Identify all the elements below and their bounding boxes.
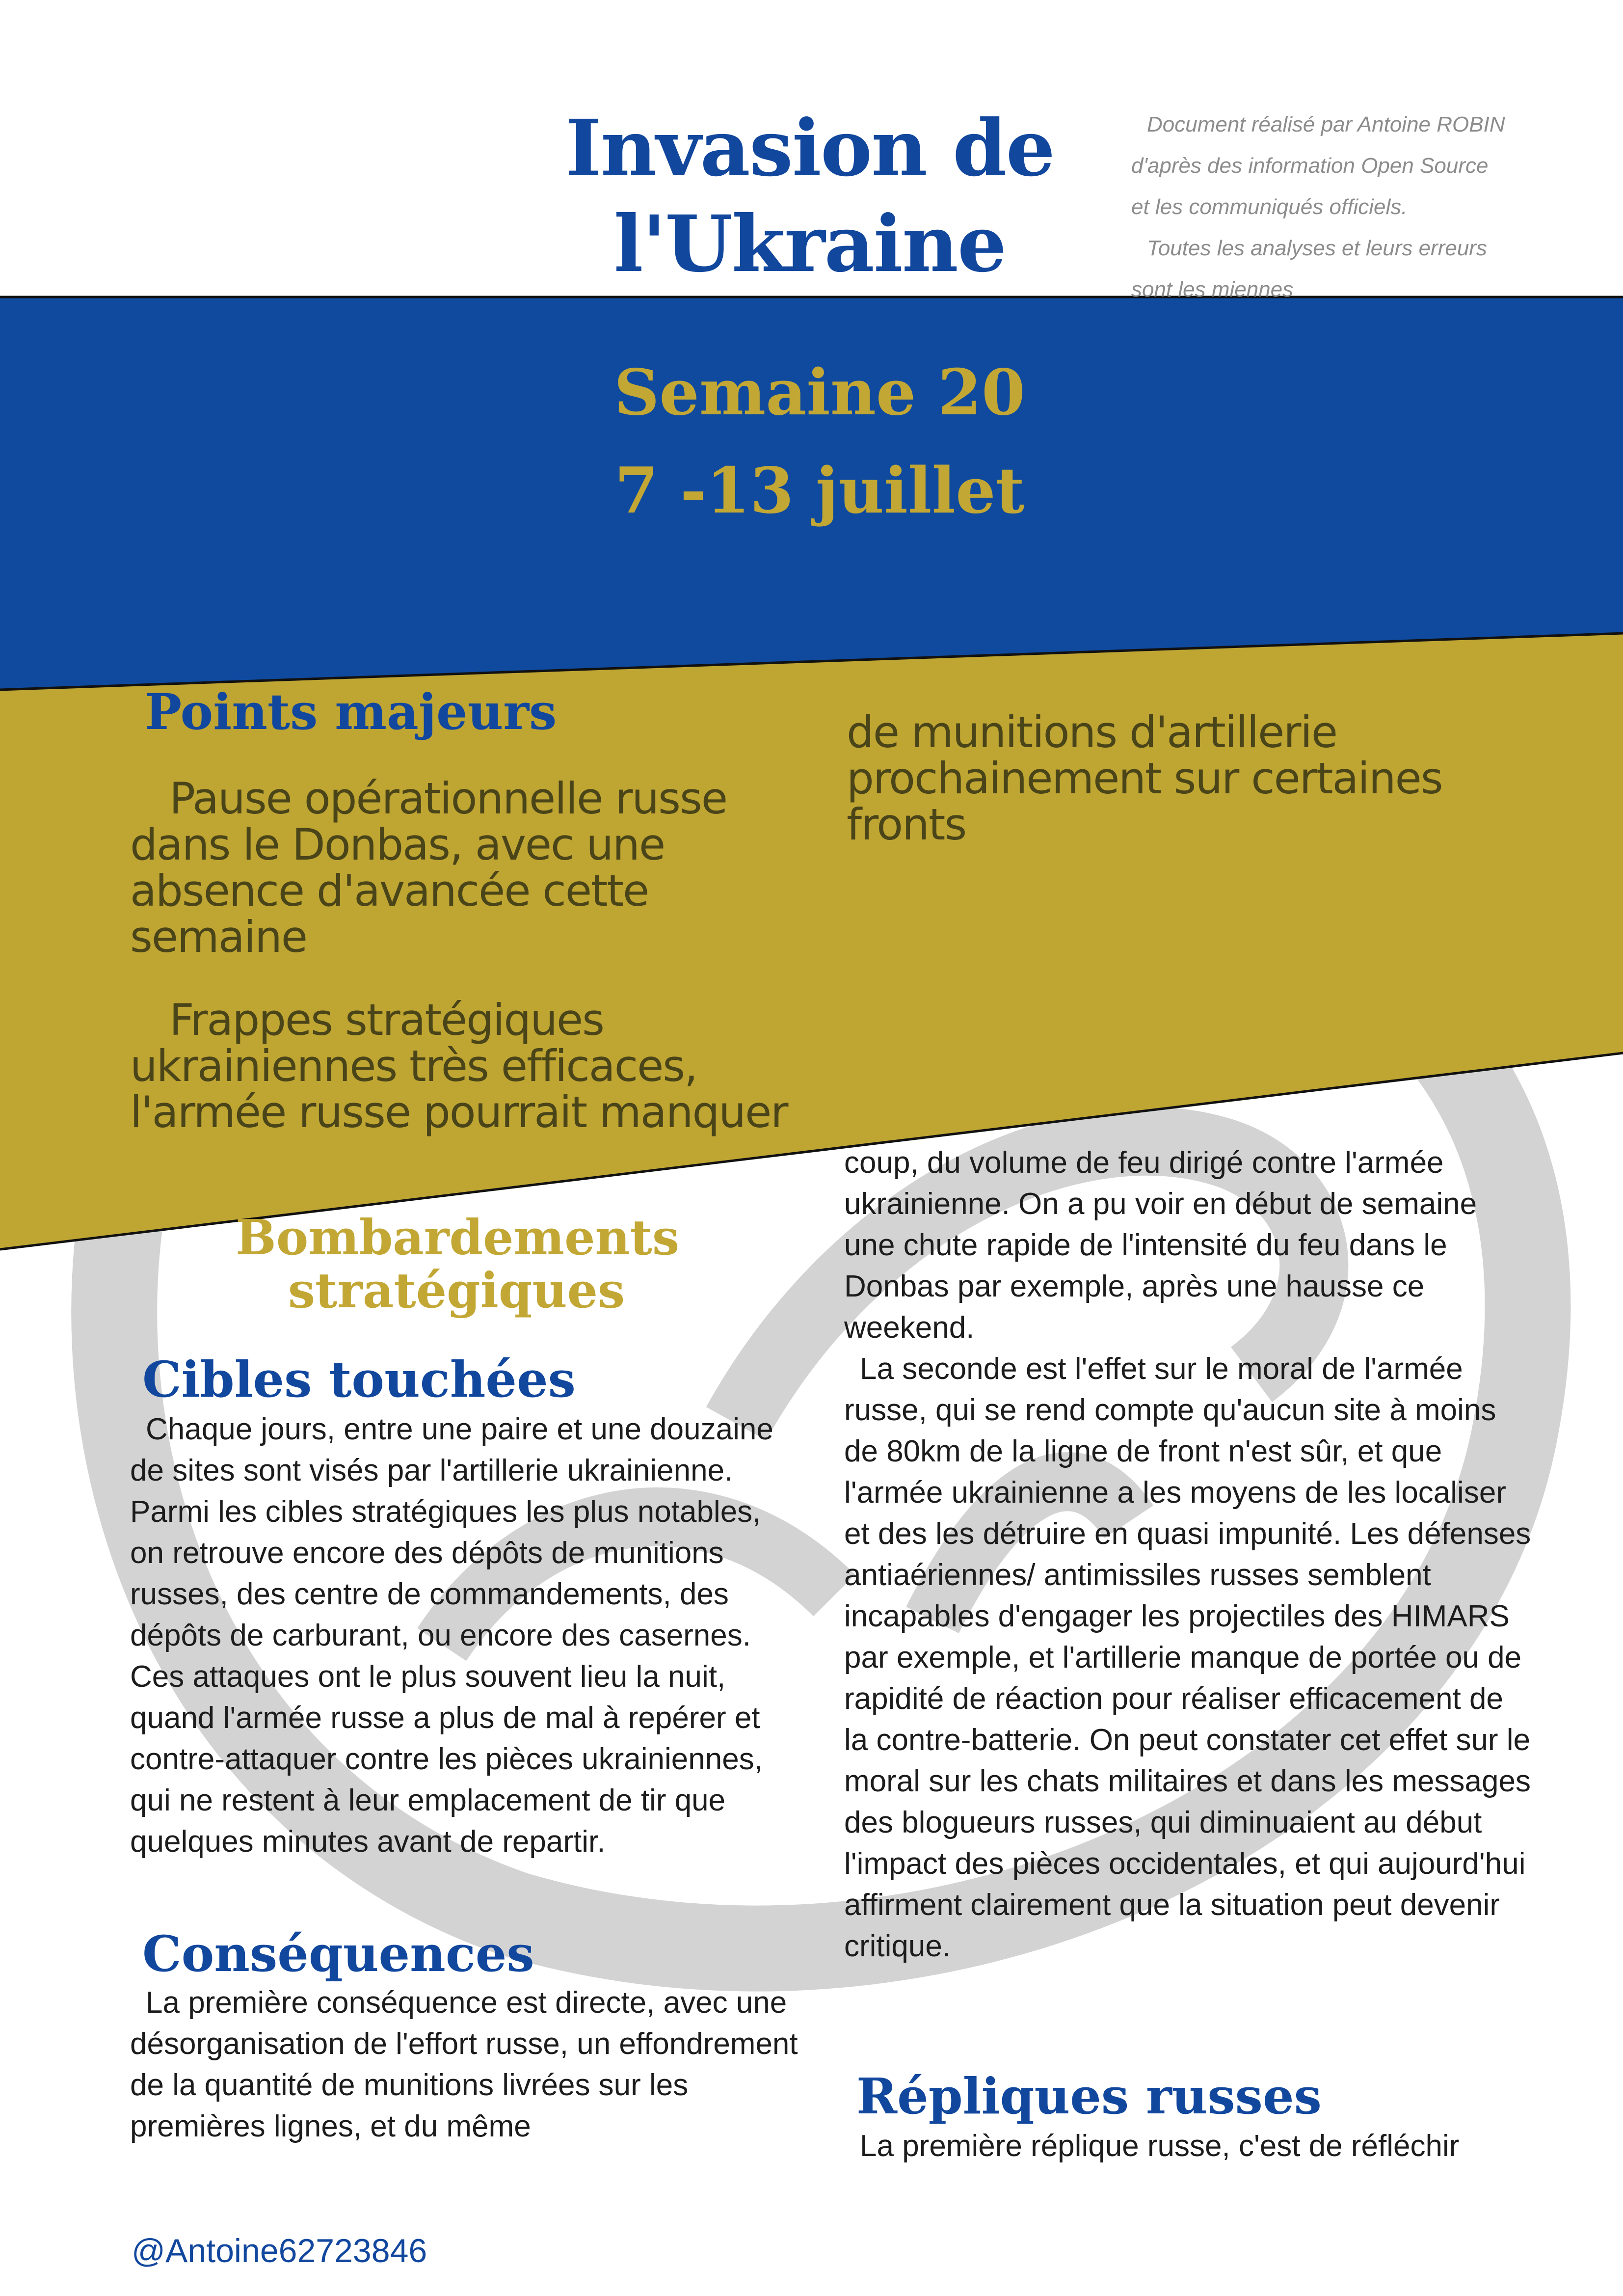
credit-line: Document réalisé par Antoine ROBIN [1147, 112, 1505, 136]
credit-line: Toutes les analyses et leurs erreurs [1147, 236, 1487, 260]
author-credits [1131, 104, 1573, 310]
week-banner [491, 344, 1148, 540]
right-paragraph-2 [844, 1349, 1531, 1967]
right-paragraph-1: coup, du volume de feu dirigé contre l'armée ukrainienne. On a pu voir en début de semaine une chute rapide de l'intensité du feu dans le Donbas par exemple, après une hausse ce weekend. [844, 1146, 1477, 1345]
cibles-text: Chaque jours, entre une paire et une douzaine de sites sont visés par l'artillerie ukrainienne. Parmi les cibles stratégiques les plus notables, on retrouve encore des dépôts de munitions russes, des centre de commandements, des dépôts de carburant, ou encore des casernes. Ces attaques ont le plus souvent lieu la nuit, quand l'armée russe a plus de mal à repérer et contre-attaquer contre les pièces ukrainiennes, qui ne restent à leur emplacement de tir que quelques minutes avant de repartir. [130, 1412, 773, 1859]
title-line-2: l'Ukraine [613, 199, 1006, 290]
consequences-heading: Conséquences [142, 1925, 534, 1983]
right-column [844, 1142, 1531, 1967]
key-point-2 [130, 997, 817, 1135]
key-point-1 [130, 773, 817, 962]
author-handle: @Antoine62723846 [132, 2232, 427, 2269]
bombardements-heading-line-1: Bombardements [236, 1210, 680, 1266]
points-majeurs-left [130, 773, 817, 1137]
consequences-paragraph [130, 1982, 802, 2147]
points-majeurs-right [847, 709, 1558, 848]
repliques-text: La première réplique russe, c'est de réfléchir [860, 2129, 1460, 2163]
repliques-paragraph [844, 2126, 1531, 2167]
credit-line: sont les miennes [1131, 277, 1294, 301]
week-dates: 7 -13 juillet [614, 454, 1025, 528]
key-point-1-text: Pause opérationnelle russe dans le Donbas, avec une absence d'avancée cette semaine [130, 773, 727, 962]
bombardements-heading-line-2: stratégiques [288, 1263, 625, 1319]
consequences-section [130, 1982, 802, 2147]
consequences-text: La première conséquence est directe, avec une désorganisation de l'effort russe, un effondrement de la quantité de munitions livrées sur les premières lignes, et du même [130, 1986, 798, 2143]
credit-line: d'après des information Open Source [1131, 154, 1489, 178]
week-number: Semaine 20 [613, 356, 1026, 430]
bombardements-heading [236, 1210, 680, 1319]
cibles-paragraph [130, 1409, 802, 1863]
key-point-2-text: Frappes stratégiques ukrainiennes très efficaces, l'armée russe pourrait manquer [130, 995, 788, 1137]
repliques-heading: Répliques russes [856, 2067, 1322, 2125]
cibles-heading: Cibles touchées [142, 1351, 576, 1408]
cibles-section [130, 1409, 802, 1863]
page-title [515, 101, 1104, 292]
credit-line: et les communiqués officiels. [1131, 195, 1408, 219]
repliques-section [844, 2126, 1531, 2167]
right-paragraph-2-text: La seconde est l'effet sur le moral de l'armée russe, qui se rend compte qu'aucun site à moins de 80km de la ligne de front n'est sûr, et que l'armée ukrainienne a les moyens de les localiser et des les détruire en quasi impunité. Les défenses antiaériennes/ antimissiles russes semblent incapables d'engager les projectiles des HIMARS par exemple, et l'artillerie manque de portée ou de rapidité de réaction pour réaliser efficacement de la contre-batterie. On peut constater cet effet sur le moral sur les chats militaires et dans les messages des blogueurs russes, qui diminuaient au début l'impact des pièces occidentales, et qui aujourd'hui affirment clairement que la situation peut devenir critique. [844, 1352, 1531, 1963]
key-point-2-continued: de munitions d'artillerie prochainement sur certaines fronts [847, 707, 1442, 850]
points-majeurs-heading: Points majeurs [145, 683, 557, 741]
title-line-1: Invasion de [565, 103, 1055, 194]
